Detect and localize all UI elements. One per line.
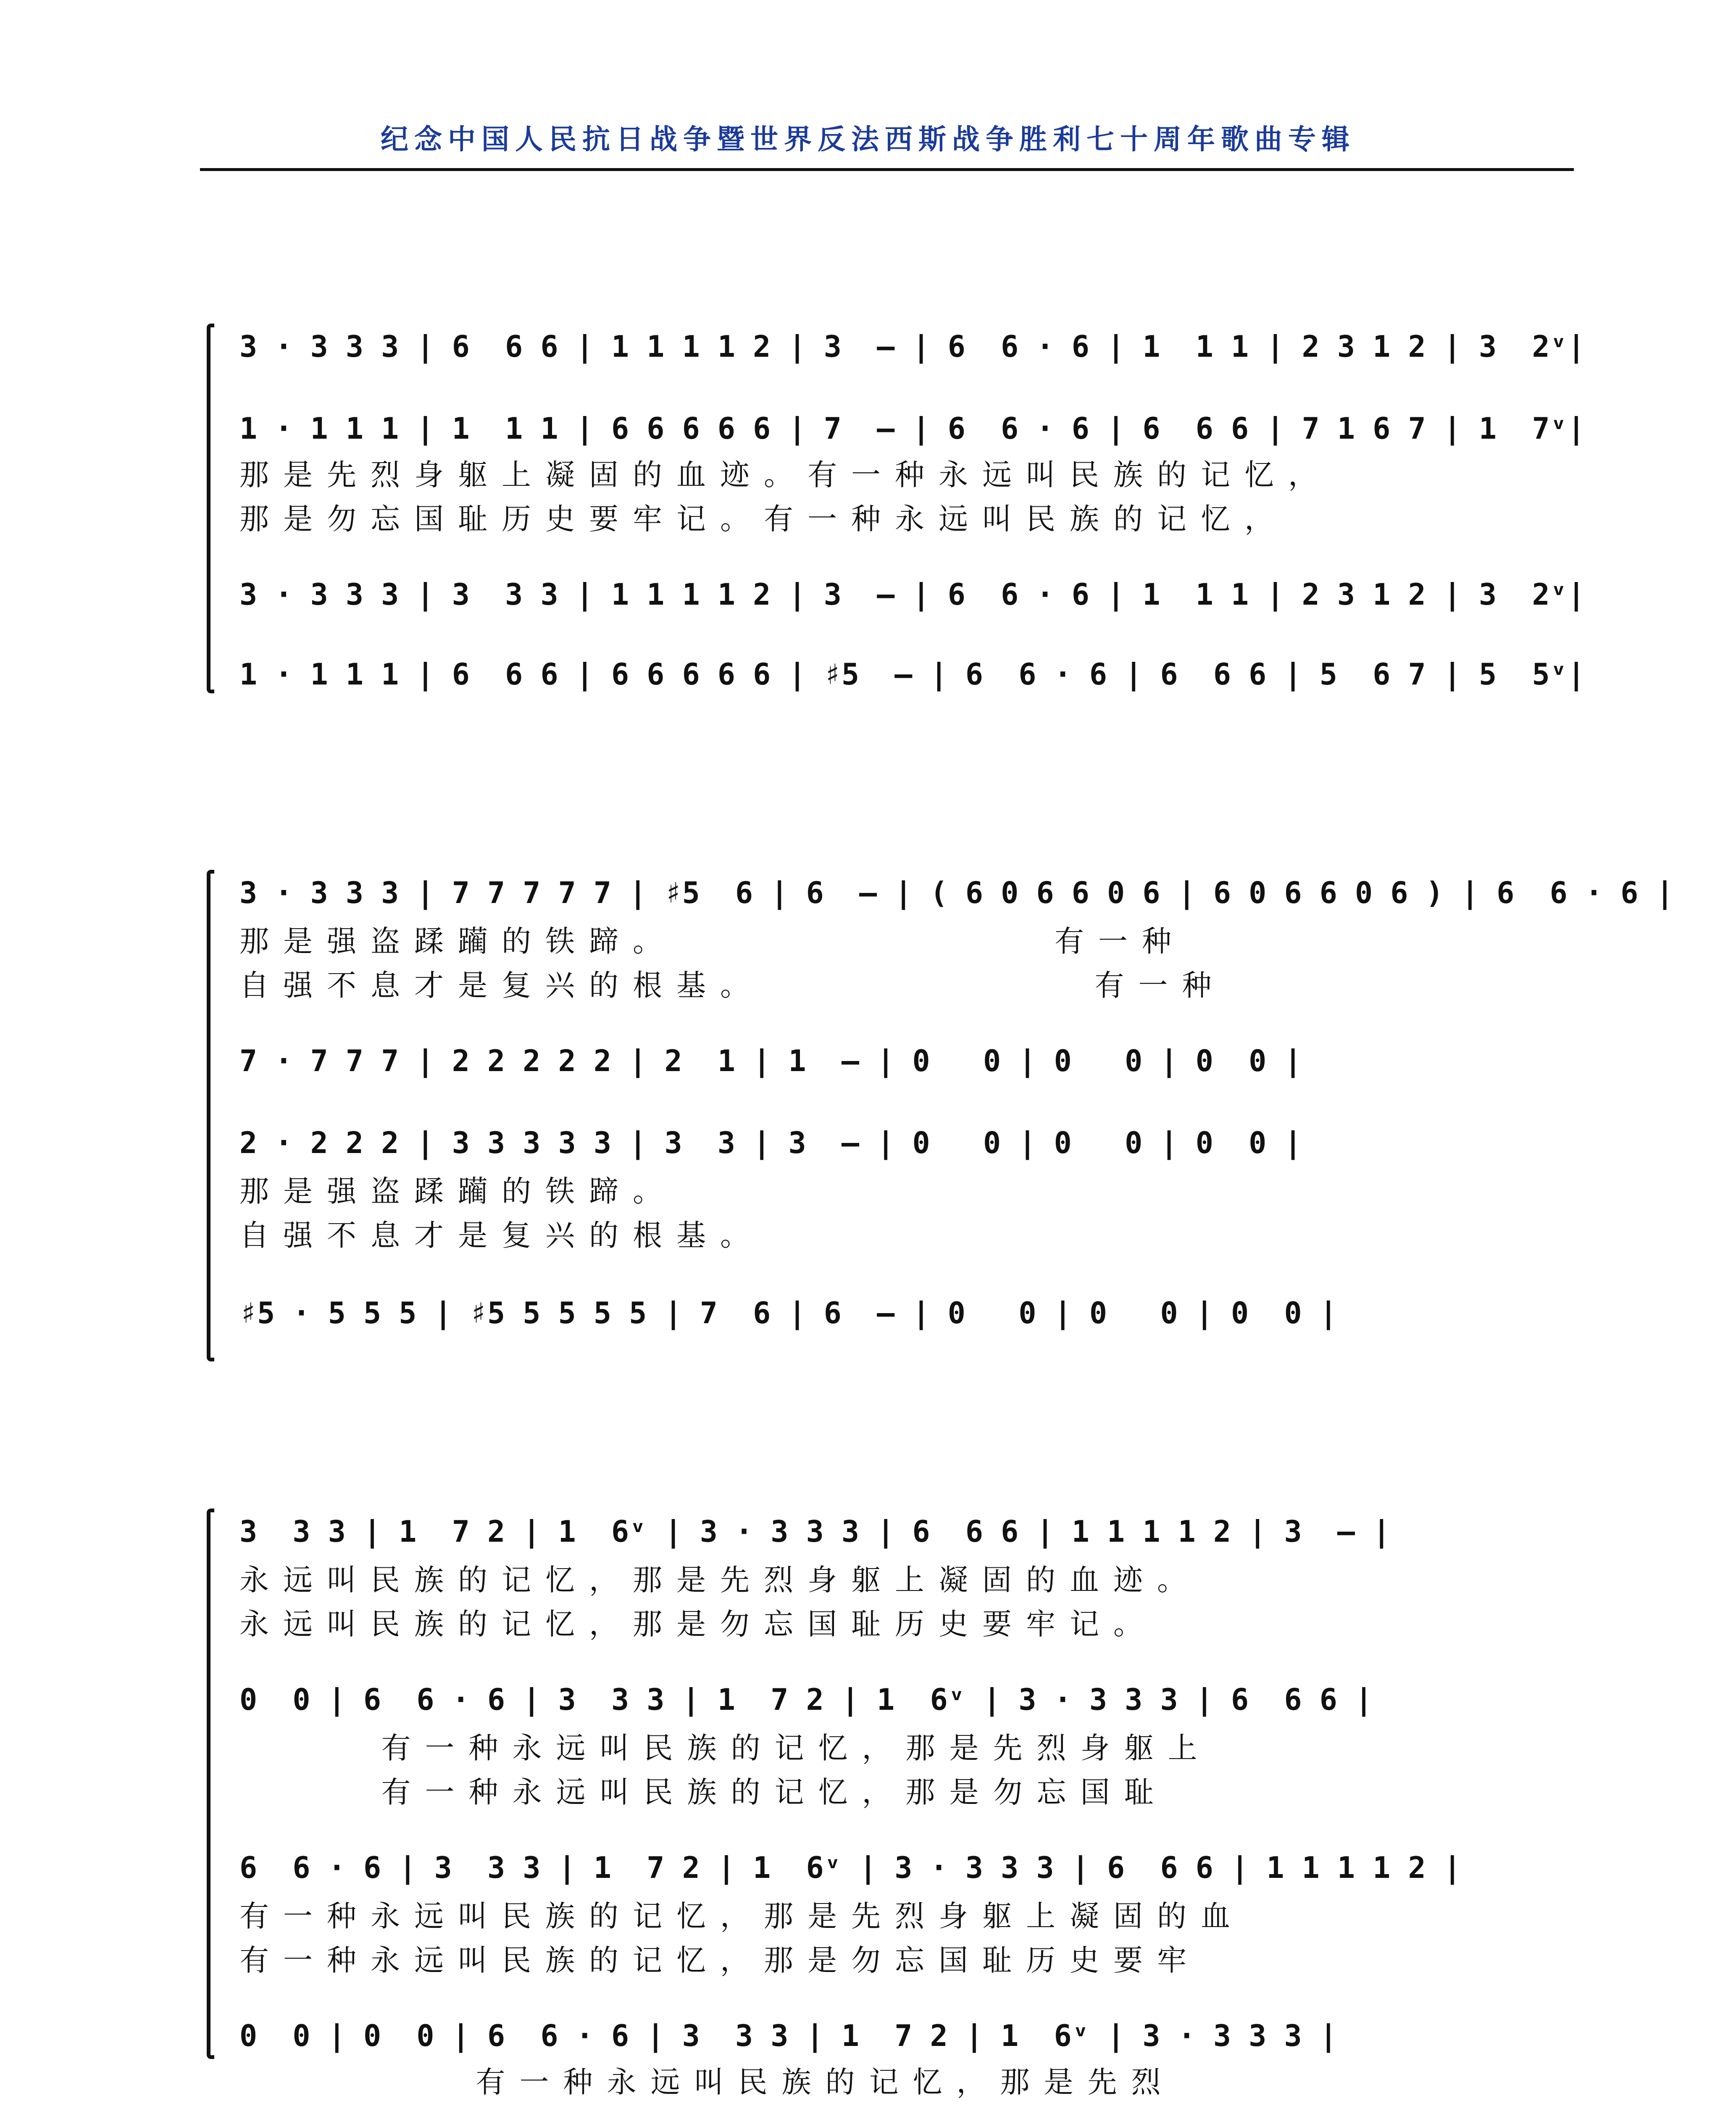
voice-line-alto xyxy=(239,1038,1580,1084)
jianpu-notes: 3 · 3 3 3 | 7 7 7 7 7 | ♯5 6 | 6 – | ( 6 0 6 6 0 6 | 6 0 6 6 0 6 ) | 6 6 · 6 | xyxy=(239,876,1674,910)
system-brace xyxy=(207,870,214,1361)
header-divider xyxy=(200,168,1574,171)
jianpu-notes: 0 0 | 6 6 · 6 | 3 3 3 | 1 7 2 | 1 6ᵛ | 3 · 3 3 3 | 6 6 6 | xyxy=(239,1682,1373,1717)
voice-line-tenor xyxy=(239,1120,1580,1166)
jianpu-notes: 2 · 2 2 2 | 3 3 3 3 3 | 3 3 | 3 – | 0 0 | 0 0 | 0 0 | xyxy=(239,1126,1302,1160)
score-system-3 xyxy=(197,1496,1580,2101)
lyric-verse-2: 永远叫民族的记忆，那是勿忘国耻历史要牢记。 xyxy=(239,1607,1157,1641)
lyric-verse-1: 有一种永远叫民族的记忆，那是先烈身躯上凝固的血 xyxy=(239,1899,1244,1933)
lyric-verse-2: 有一种永远叫民族的记忆，那是勿忘国耻 xyxy=(239,1775,1168,1809)
voice-line-alto xyxy=(239,1677,1580,1723)
lyric-verse-1: 永远叫民族的记忆，那是先烈身躯上凝固的血迹。 xyxy=(239,1563,1201,1597)
voice-line-soprano xyxy=(239,324,1585,370)
system-brace xyxy=(207,324,214,693)
jianpu-notes: 1 · 1 1 1 | 1 1 1 | 6 6 6 6 6 | 7 – | 6 6 · 6 | 6 6 6 | 7 1 6 7 | 1 7ᵛ| xyxy=(239,411,1585,446)
lyric-verse-2: 那是勿忘国耻历史要牢记。有一种永远叫民族的记忆， xyxy=(239,502,1288,536)
voice-line-soprano xyxy=(239,1509,1580,1555)
system-brace xyxy=(207,1509,214,2059)
album-title: 纪念中国人民抗日战争暨世界反法西斯战争胜利七十周年歌曲专辑 xyxy=(381,123,1355,155)
jianpu-notes: 3 · 3 3 3 | 3 3 3 | 1 1 1 1 2 | 3 – | 6 6 · 6 | 1 1 1 | 2 3 1 2 | 3 2ᵛ| xyxy=(239,577,1585,612)
voice-line-bass xyxy=(239,1290,1580,1336)
voice-line-bass xyxy=(239,651,1585,698)
jianpu-notes: 6 6 · 6 | 3 3 3 | 1 7 2 | 1 6ᵛ | 3 · 3 3 3 | 6 6 6 | 1 1 1 1 2 | xyxy=(239,1851,1461,1885)
lyric-verse-1: 有一种永远叫民族的记忆，那是先烈身躯上 xyxy=(239,1731,1212,1765)
jianpu-notes: 1 · 1 1 1 | 6 6 6 | 6 6 6 6 6 | ♯5 – | 6 6 · 6 | 6 6 6 | 5 6 7 | 5 5ᵛ| xyxy=(239,657,1585,692)
score-system-2 xyxy=(197,857,1674,1361)
lyric-verse-1: 那是强盗蹂躏的铁蹄。 xyxy=(239,1174,676,1208)
lyric-verse-2: 有一种永远叫民族的记忆，那是勿忘国耻历史要牢 xyxy=(239,1943,1201,1977)
voice-line-tenor xyxy=(239,571,1585,618)
voice-line-tenor xyxy=(239,1845,1580,1891)
lyric-verse-1: 那是强盗蹂躏的铁蹄。 有一种 xyxy=(239,924,1186,958)
jianpu-notes: ♯5 · 5 5 5 | ♯5 5 5 5 5 | 7 6 | 6 – | 0 0 | 0 0 | 0 0 | xyxy=(239,1296,1337,1330)
jianpu-notes: 3 · 3 3 3 | 6 6 6 | 1 1 1 1 2 | 3 – | 6 6 · 6 | 1 1 1 | 2 3 1 2 | 3 2ᵛ| xyxy=(239,329,1585,364)
score-system-1 xyxy=(197,311,1585,706)
jianpu-notes: 3 3 3 | 1 7 2 | 1 6ᵛ | 3 · 3 3 3 | 6 6 6 | 1 1 1 1 2 | 3 – | xyxy=(239,1514,1391,1549)
jianpu-notes: 7 · 7 7 7 | 2 2 2 2 2 | 2 1 | 1 – | 0 0 | 0 0 | 0 0 | xyxy=(239,1044,1302,1078)
lyric-verse-2: 自强不息才是复兴的根基。 有一种 xyxy=(239,968,1226,1003)
lyric-verse-2: 自强不息才是复兴的根基。 xyxy=(239,1218,764,1253)
jianpu-notes: 0 0 | 0 0 | 6 6 · 6 | 3 3 3 | 1 7 2 | 1 6ᵛ | 3 · 3 3 3 | xyxy=(239,2019,1337,2053)
lyric-verse-1: 那是先烈身躯上凝固的血迹。有一种永远叫民族的记忆， xyxy=(239,458,1332,492)
lyric-verse-1: 有一种永远叫民族的记忆，那是先烈 xyxy=(239,2065,1175,2099)
voice-line-alto xyxy=(239,405,1585,452)
voice-line-bass xyxy=(239,2013,1580,2059)
voice-line-soprano xyxy=(239,870,1674,916)
